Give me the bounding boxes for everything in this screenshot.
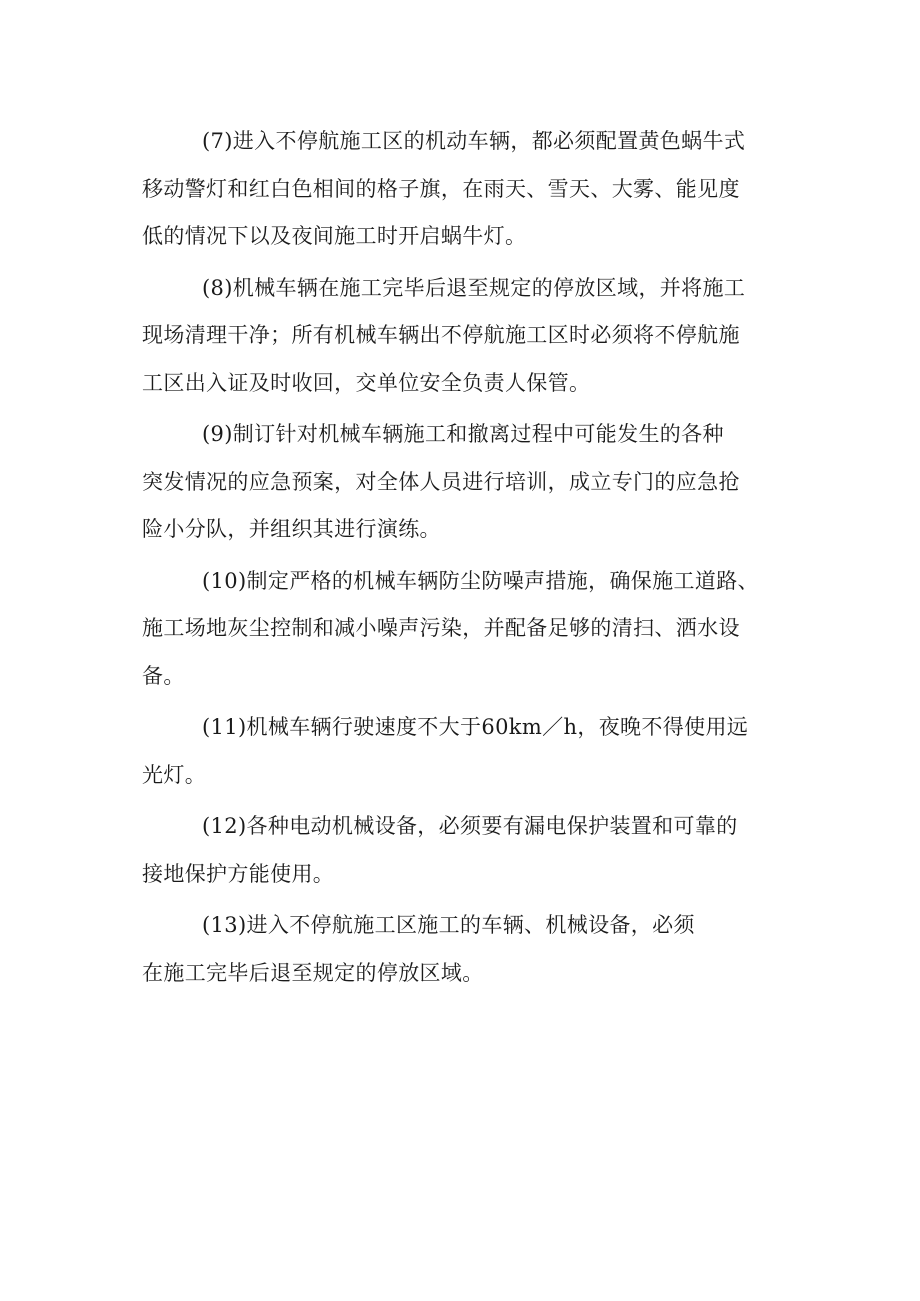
text-line: (11)机械车辆行驶速度不大于60km／h，夜晚不得使用远 xyxy=(202,715,749,739)
text-line: 现场清理干净；所有机械车辆出不停航施工区时必须将不停航施 xyxy=(142,323,740,347)
text-line: 移动警灯和红白色相间的格子旗，在雨天、雪天、大雾、能见度 xyxy=(142,176,740,201)
text-line: (8)机械车辆在施工完毕后退至规定的停放区域，并将施工 xyxy=(202,275,746,300)
paragraph-9 xyxy=(142,411,784,554)
text-line: 在施工完毕后退至规定的停放区域。 xyxy=(142,960,484,985)
paragraph-12 xyxy=(142,803,784,898)
text-line: (7)进入不停航施工区的机动车辆，都必须配置黄色蜗牛式 xyxy=(202,129,746,153)
text-line: 接地保护方能使用。 xyxy=(142,861,335,886)
paragraph-11 xyxy=(142,704,784,799)
text-line: (13)进入不停航施工区施工的车辆、机械设备，必须 xyxy=(202,913,695,937)
paragraph-7 xyxy=(142,118,784,261)
text-line: 施工场地灰尘控制和减小噪声污染，并配备足够的清扫、洒水设 xyxy=(142,616,740,640)
text-line: 突发情况的应急预案，对全体人员进行培训，成立专门的应急抢 xyxy=(142,469,740,494)
text-line: (9)制订针对机械车辆施工和撤离过程中可能发生的各种 xyxy=(202,422,724,446)
text-line: 光灯。 xyxy=(142,762,207,787)
paragraph-8 xyxy=(142,265,784,408)
text-line: (12)各种电动机械设备，必须要有漏电保护装置和可靠的 xyxy=(202,814,738,838)
text-line: 备。 xyxy=(142,663,185,688)
text-line: 低的情况下以及夜间施工时开启蜗牛灯。 xyxy=(142,224,527,248)
document-body xyxy=(142,118,784,1001)
paragraph-10 xyxy=(142,558,784,701)
paragraph-13 xyxy=(142,902,784,997)
text-line: 工区出入证及时收回，交单位安全负责人保管。 xyxy=(142,370,591,395)
text-line: (10)制定严格的机械车辆防尘防噪声措施，确保施工道路、 xyxy=(202,568,759,593)
text-line: 险小分队，并组织其进行演练。 xyxy=(142,517,441,541)
